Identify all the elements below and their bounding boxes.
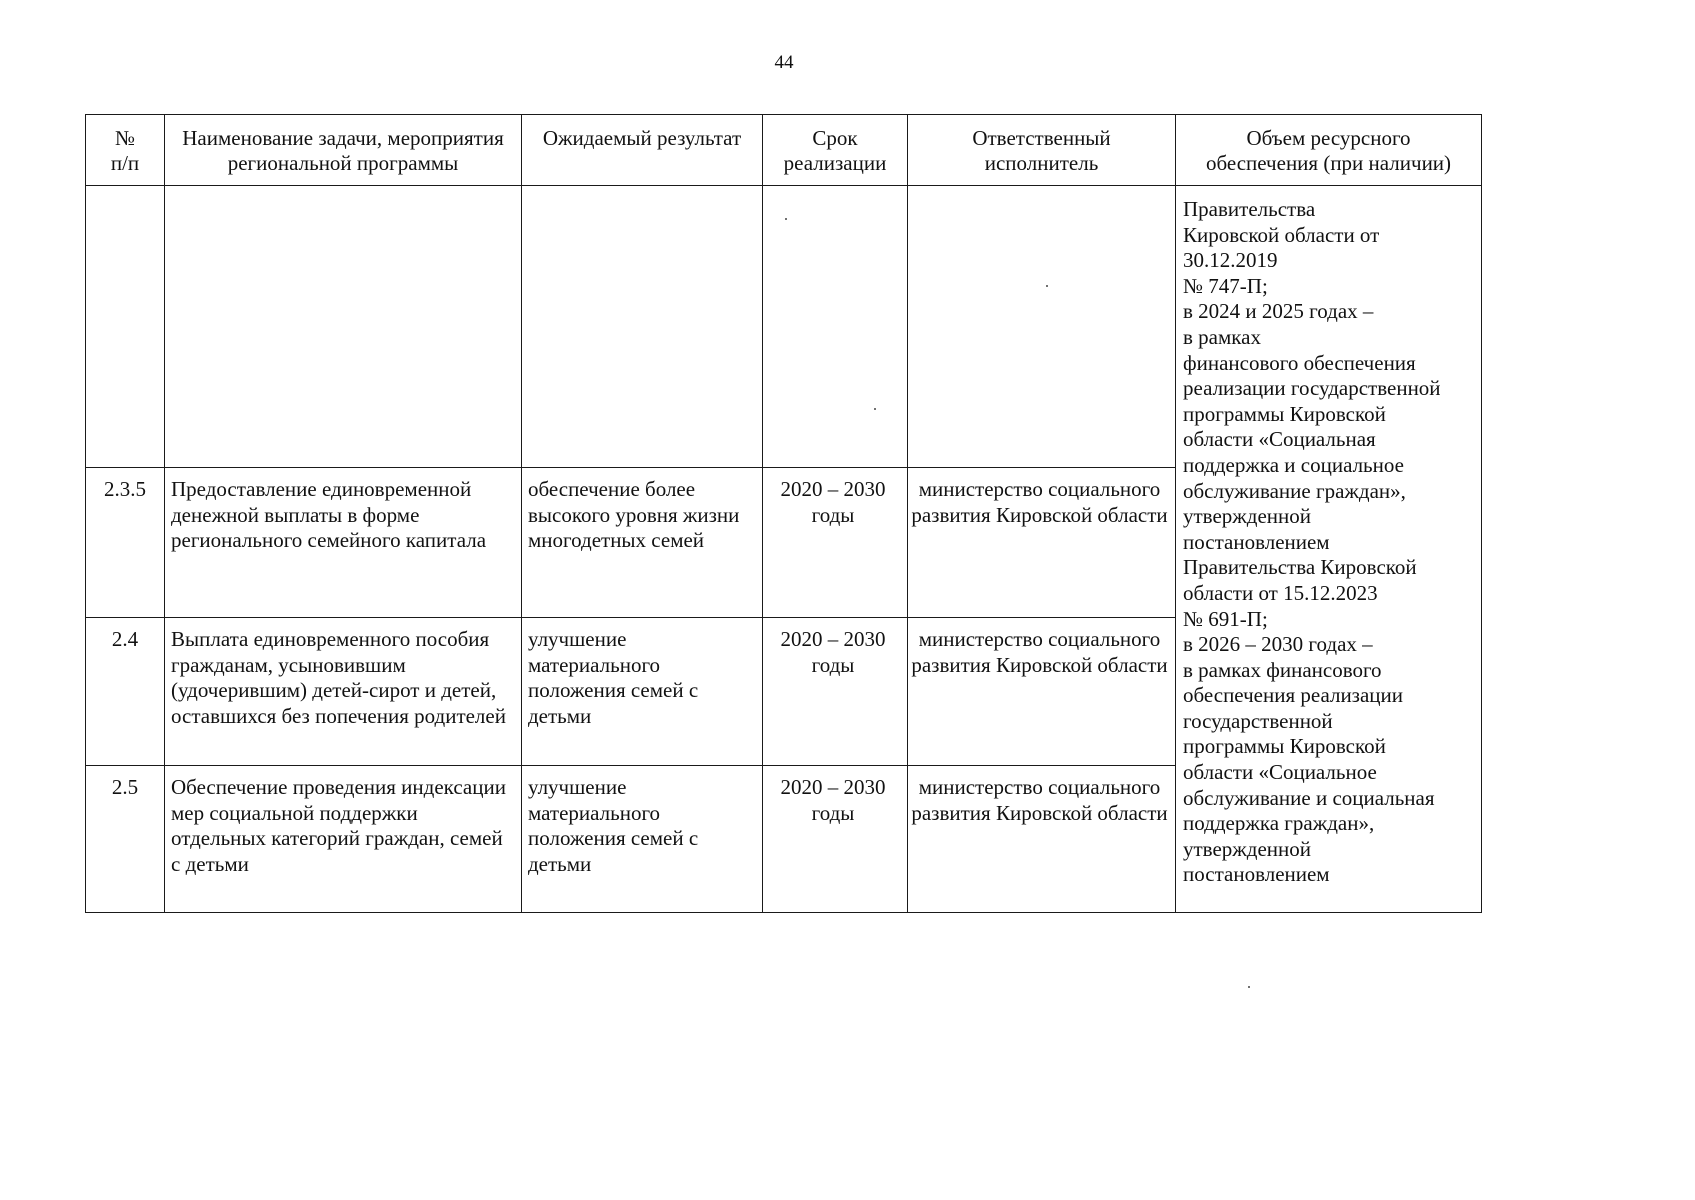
term: 2020 – 2030 годы	[763, 766, 908, 913]
scan-speck	[1046, 285, 1048, 287]
empty-cell	[86, 186, 165, 468]
scan-speck	[874, 408, 876, 410]
header-responsible: Ответственный исполнитель	[908, 115, 1176, 186]
row-number: 2.4	[86, 618, 165, 766]
header-task-name: Наименование задачи, мероприятия региональной программы	[165, 115, 522, 186]
table-row-continuation	[86, 186, 1482, 468]
program-table	[85, 114, 1482, 913]
header-resources: Объем ресурсного обеспечения (при наличии)	[1176, 115, 1482, 186]
table-header-row	[86, 115, 1482, 186]
expected-result: улучшение материального положения семей с детьми	[522, 618, 763, 766]
scan-speck	[1248, 986, 1250, 988]
header-term: Срок реализации	[763, 115, 908, 186]
expected-result: улучшение материального положения семей с детьми	[522, 766, 763, 913]
task-name: Предоставление единовременной денежной выплаты в форме регионального семейного капитала	[165, 468, 522, 618]
resources-cell: Правительства Кировской области от 30.12.2019 № 747-П; в 2024 и 2025 годах – в рамках финансового обеспечения реализации государственной программы Кировской области «Социальная поддержка и социальное обслуживание граждан», утвержденной постановлением Правительства Кировской области от 15.12.2023 № 691-П; в 2026 – 2030 годах – в рамках финансового обеспечения реализации государственной программы Кировской области «Социальное обслуживание и социальная поддержка граждан», утвержденной постановлением	[1176, 186, 1482, 913]
header-number: № п/п	[86, 115, 165, 186]
header-expected-result: Ожидаемый результат	[522, 115, 763, 186]
scan-speck	[785, 218, 787, 220]
responsible: министерство социального развития Кировской области	[908, 468, 1176, 618]
empty-cell	[908, 186, 1176, 468]
empty-cell	[165, 186, 522, 468]
page-number: 44	[774, 52, 794, 73]
row-number: 2.3.5	[86, 468, 165, 618]
task-name: Выплата единовременного пособия гражданам, усыновившим (удочерившим) детей-сирот и детей, оставшихся без попечения родителей	[165, 618, 522, 766]
responsible: министерство социального развития Кировской области	[908, 618, 1176, 766]
row-number: 2.5	[86, 766, 165, 913]
empty-cell	[763, 186, 908, 468]
term: 2020 – 2030 годы	[763, 468, 908, 618]
responsible: министерство социального развития Кировской области	[908, 766, 1176, 913]
expected-result: обеспечение более высокого уровня жизни многодетных семей	[522, 468, 763, 618]
term: 2020 – 2030 годы	[763, 618, 908, 766]
task-name: Обеспечение проведения индексации мер социальной поддержки отдельных категорий граждан, семей с детьми	[165, 766, 522, 913]
empty-cell	[522, 186, 763, 468]
